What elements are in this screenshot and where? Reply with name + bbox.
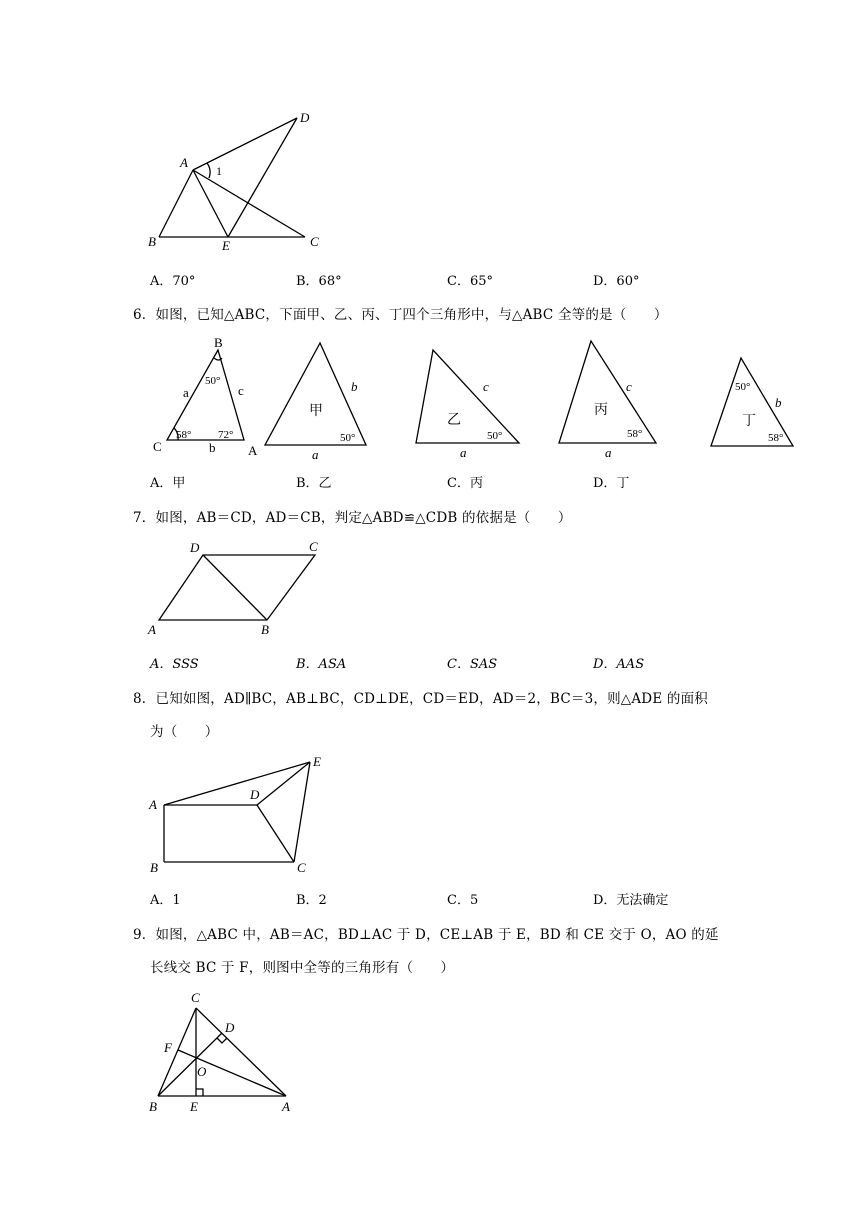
q7-option-d[interactable]: D．AAS — [593, 657, 645, 672]
q5-option-a[interactable]: A．70° — [150, 274, 196, 289]
q8-label-B: B — [150, 860, 158, 875]
q7-label-D: D — [190, 540, 200, 555]
q6-option-d[interactable]: D．丁 — [593, 476, 630, 491]
q5-seg-AC — [193, 170, 305, 237]
q6-option-a[interactable]: A．甲 — [150, 476, 186, 491]
q6-bing-label-a: a — [605, 445, 612, 460]
q6-ref-label-C: C — [153, 439, 162, 454]
q9-right-angle-E — [196, 1089, 203, 1096]
q5-option-d[interactable]: D．60° — [593, 274, 640, 289]
q8-option-a[interactable]: A．1 — [150, 893, 181, 908]
q6-jia-triangle — [265, 343, 366, 445]
q6-ref-label-b: b — [209, 440, 216, 455]
q6-ding-angle1-value: 50° — [735, 381, 751, 393]
q5-seg-AB — [159, 170, 193, 237]
q6-bing-triangle — [559, 341, 656, 443]
q9-label-F: F — [164, 1040, 172, 1055]
q8-label-C: C — [297, 860, 306, 875]
q6-ding-angle2-value: 58° — [768, 432, 784, 444]
q6-ref-angle-A-value: 72° — [218, 429, 234, 441]
q7-option-c[interactable]: C．SAS — [447, 657, 498, 672]
q8-label-E: E — [313, 754, 321, 769]
q5-label-C: C — [310, 234, 319, 249]
q9-label-E: E — [190, 1099, 198, 1114]
q5-label-B: B — [148, 234, 156, 249]
q7-question-text: 7．如图，AB＝CD，AD＝CB，判定△ABD≌△CDB 的依据是（ ） — [133, 510, 572, 526]
q5-option-c[interactable]: C．65° — [447, 274, 493, 289]
q8-seg-AE — [164, 762, 310, 805]
q5-label-E: E — [222, 238, 230, 253]
q5-angle-arc — [207, 163, 210, 178]
q6-ref-label-c: c — [238, 383, 244, 398]
q5-seg-AE — [193, 170, 228, 237]
q8-seg-EC — [294, 762, 310, 862]
q7-parallelogram — [159, 555, 315, 620]
q6-option-c[interactable]: C．丙 — [447, 476, 483, 491]
q6-ding-triangle — [711, 358, 793, 446]
q9-seg-BC — [158, 1008, 196, 1096]
q7-option-b[interactable]: B．ASA — [296, 657, 347, 672]
q8-option-b[interactable]: B．2 — [296, 893, 327, 908]
q7-label-C: C — [309, 539, 318, 554]
q9-question-text-line1: 9．如图，△ABC 中，AB＝AC，BD⊥AC 于 D，CE⊥AB 于 E，BD 和 CE 交于 O，AO 的延 — [133, 927, 719, 943]
q8-seg-DE — [257, 762, 310, 805]
q6-ref-angle-C-value: 58° — [176, 429, 192, 441]
q6-jia-angle-value: 50° — [340, 432, 356, 444]
q6-yi-label-c: c — [483, 379, 489, 394]
q6-bing-label-c: c — [626, 379, 632, 394]
q9-label-A: A — [282, 1099, 290, 1114]
q6-bing-name: 丙 — [594, 403, 608, 418]
q7-option-a[interactable]: A．SSS — [150, 657, 199, 672]
q9-seg-BD — [158, 1033, 222, 1096]
q7-label-A: A — [148, 622, 156, 637]
q8-question-text-line2: 为（ ） — [150, 724, 219, 740]
q6-ref-angle-B-value: 50° — [205, 375, 221, 387]
q6-ding-label-b: b — [775, 395, 782, 410]
q6-bing-angle-value: 58° — [627, 428, 643, 440]
q5-label-A: A — [180, 155, 188, 170]
q6-jia-name: 甲 — [309, 404, 323, 419]
q7-label-B: B — [261, 622, 269, 637]
q9-label-C: C — [191, 990, 200, 1005]
q8-label-D: D — [250, 787, 260, 802]
q9-label-O: O — [197, 1064, 207, 1079]
q9-question-text-line2: 长线交 BC 于 F，则图中全等的三角形有（ ） — [150, 960, 455, 976]
q8-seg-DC — [257, 805, 294, 862]
q6-ref-label-A: A — [248, 443, 258, 458]
q6-yi-label-a: a — [460, 445, 467, 460]
q6-ref-label-B: B — [214, 335, 223, 350]
q9-right-angle-D — [217, 1038, 227, 1043]
q6-ref-label-a: a — [183, 385, 189, 400]
q5-seg-AD — [193, 118, 297, 170]
q6-jia-label-b: b — [351, 379, 358, 394]
q6-ref-triangle — [167, 350, 244, 440]
q5-option-b[interactable]: B．68° — [296, 274, 342, 289]
q6-ref-angle-C — [174, 428, 178, 440]
q8-option-c[interactable]: C．5 — [447, 893, 479, 908]
q8-label-A: A — [149, 797, 157, 812]
q7-diagonal-DB — [203, 555, 267, 620]
q9-label-B: B — [149, 1099, 157, 1114]
q6-yi-angle-value: 50° — [487, 430, 503, 442]
q5-seg-ED — [228, 118, 297, 237]
q6-option-b[interactable]: B．乙 — [296, 476, 332, 491]
q5-label-D: D — [300, 110, 310, 125]
q6-ref-angle-B — [214, 358, 222, 360]
q5-label-angle1: 1 — [216, 164, 222, 178]
q9-seg-AF — [178, 1050, 286, 1096]
q8-question-text-line1: 8．已知如图，AD∥BC，AB⊥BC，CD⊥DE，CD＝ED，AD＝2，BC＝3，则△ADE 的面积 — [133, 691, 708, 707]
q9-label-D: D — [225, 1020, 235, 1035]
q6-ding-name: 丁 — [742, 414, 756, 429]
q6-question-text: 6．如图，已知△ABC，下面甲、乙、丙、丁四个三角形中，与△ABC 全等的是（ ） — [133, 307, 668, 323]
q6-yi-triangle — [416, 350, 519, 443]
q6-jia-label-a: a — [312, 447, 319, 462]
q9-seg-CA — [196, 1008, 286, 1096]
q8-option-d[interactable]: D．无法确定 — [593, 893, 669, 908]
q6-yi-name: 乙 — [447, 413, 461, 428]
